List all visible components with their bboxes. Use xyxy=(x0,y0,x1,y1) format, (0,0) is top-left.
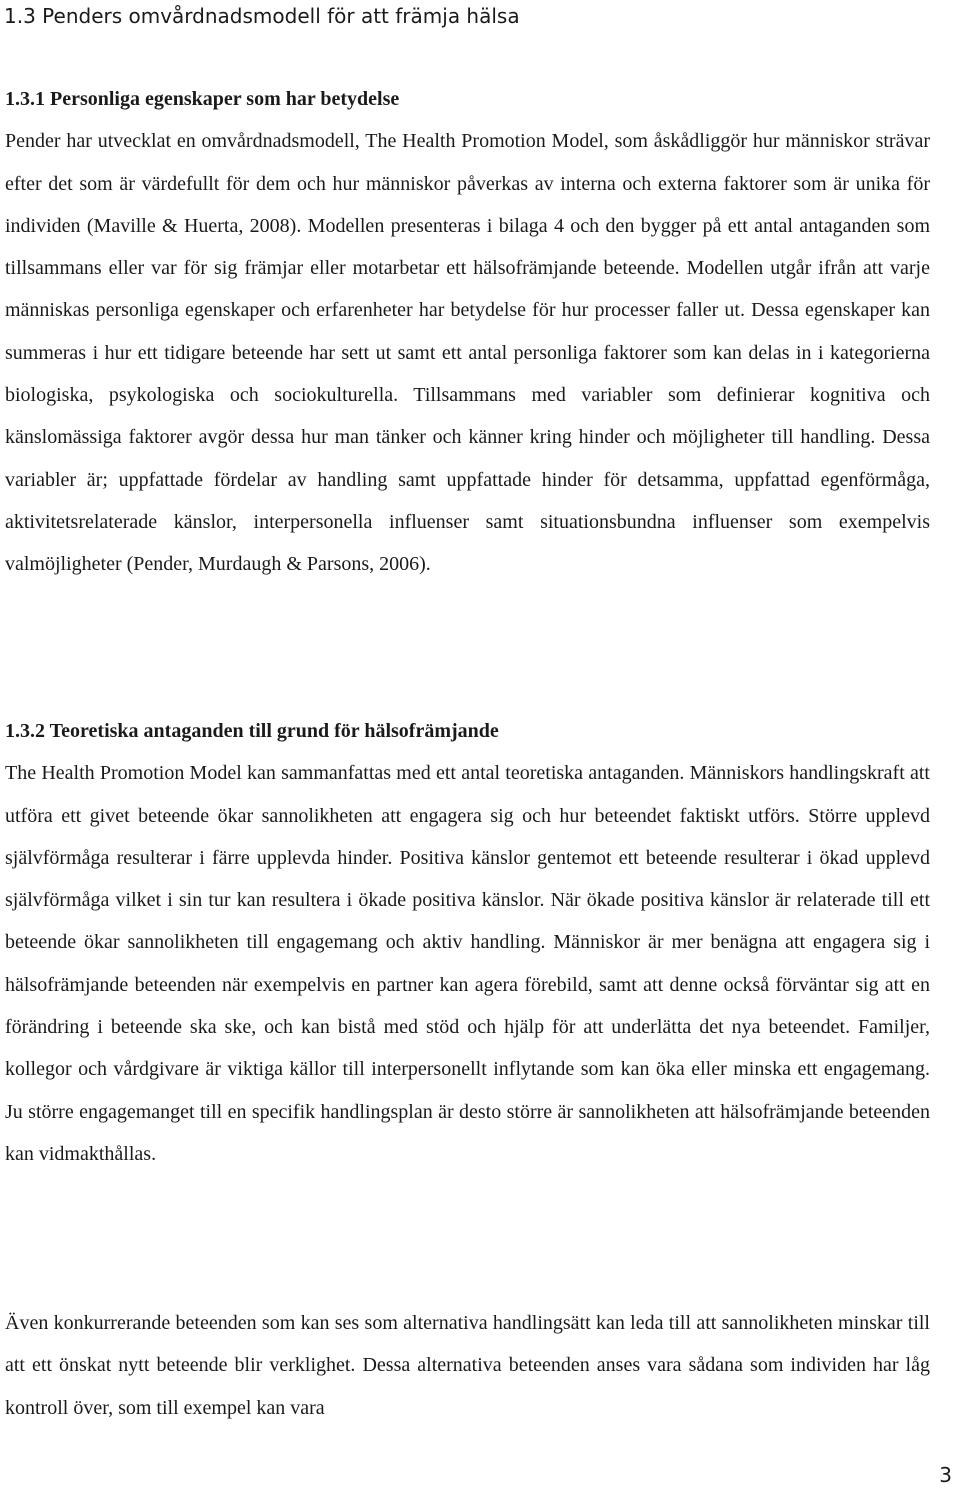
subsection-paragraph: Pender har utvecklat en omvårdnadsmodell, The Health Promotion Model, som åskådliggör hur människor strävar efter det som är värdefullt för dem och hur människor påverkas av interna och externa faktorer som är unika för individen (Maville & Huerta, 2008). Modellen presenteras i bilaga 4 och den bygger på ett antal antaganden som tillsammans eller var för sig främjar eller motarbetar ett hälsofrämjande beteende. Modellen utgår ifrån att varje människas personliga egenskaper och erfarenheter har betydelse för hur processer faller ut. Dessa egenskaper kan summeras i hur ett tidigare beteende har sett ut samt ett antal personliga faktorer som kan delas in i kategorierna biologiska, psykologiska och sociokulturella. Tillsammans med variabler som definierar kognitiva och känslomässiga faktorer avgör dessa hur man tänker och känner kring hinder och möjligheter till handling. Dessa variabler är; uppfattade fördelar av handling samt uppfattade hinder för detsamma, uppfattad egenförmåga, aktivitetsrelaterade känslor, interpersonella influenser samt situationsbundna influenser som exempelvis valmöjligheter (Pender, Murdaugh & Parsons, 2006). xyxy=(5,130,930,576)
subsection-heading: 1.3.1 Personliga egenskaper som har betydelse xyxy=(5,88,400,110)
subsection-1-3-2 xyxy=(5,710,930,1175)
paragraph: Även konkurrerande beteenden som kan ses som alternativa handlingsätt kan leda till att sannolikheten minskar till att ett önskat nytt beteende blir verklighet. Dessa alternativa beteenden anses vara sådana som individen har låg kontroll över, som till exempel kan vara xyxy=(5,1312,930,1419)
subsection-1-3-1 xyxy=(5,78,930,586)
subsection-paragraph: The Health Promotion Model kan sammanfattas med ett antal teoretiska antaganden. Människors handlingskraft att utföra ett givet beteende ökar sannolikheten att engagera sig och hur beteendet faktiskt utförs. Större upplevd självförmåga resulterar i färre upplevda hinder. Positiva känslor gentemot ett beteende resulterar i ökad upplevd självförmåga vilket i sin tur kan resultera i ökade positiva känslor. När ökade positiva känslor är relaterade till ett beteende ökar sannolikheten till engagemang och aktiv handling. Människor är mer benägna att engagera sig i hälsofrämjande beteenden när exempelvis en partner kan agera förebild, samt att denne också förväntar sig att en förändring i beteende ska ske, och kan bistå med stöd och hjälp för att underlätta det nya beteendet. Familjer, kollegor och vårdgivare är viktiga källor till interpersonellt inflytande som kan öka eller minska ett engagemang. Ju större engagemanget till en specifik handlingsplan är desto större är sannolikheten att hälsofrämjande beteenden kan vidmakthållas. xyxy=(5,762,930,1165)
subsection-heading: 1.3.2 Teoretiska antaganden till grund för hälsofrämjande xyxy=(5,720,499,742)
page-number: 3 xyxy=(939,1463,952,1487)
section-title: 1.3 Penders omvårdnadsmodell för att främja hälsa xyxy=(4,4,520,28)
